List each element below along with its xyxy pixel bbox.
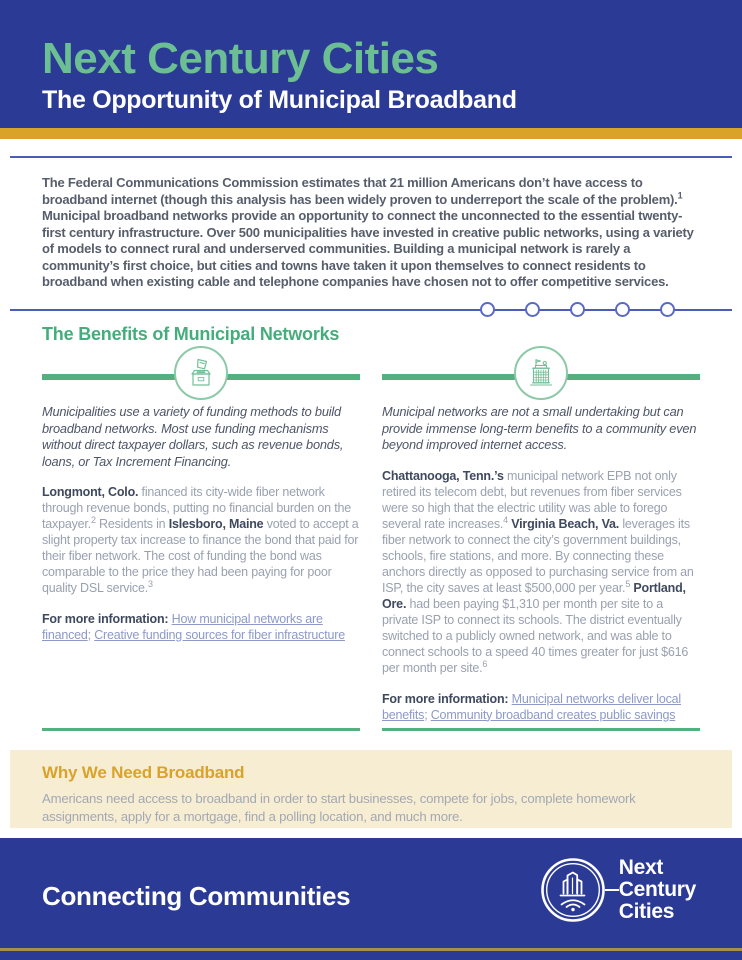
right-column-divider bbox=[382, 346, 700, 402]
why-broadband-heading: Why We Need Broadband bbox=[42, 763, 245, 782]
inline-link[interactable]: How municipal networks are financed bbox=[42, 612, 323, 642]
left-column-endline bbox=[42, 728, 360, 731]
left-more-info: For more information: How municipal networks are financed; Creative funding sources for fiber infrastructure bbox=[42, 612, 345, 642]
header bbox=[0, 0, 742, 128]
logo-word: Cities bbox=[618, 900, 675, 923]
left-lead-text: Municipalities use a variety of funding methods to build broadband networks. Most use funding mechanisms without direct taxpayer dollars, such as revenue bonds, loans, or Tax Increment Financing. bbox=[42, 404, 344, 469]
page-title: Next Century Cities bbox=[42, 34, 439, 83]
right-column bbox=[382, 346, 700, 723]
logo-word: Next bbox=[618, 856, 664, 879]
top-divider-rule bbox=[10, 156, 732, 158]
right-more-info: For more information: Municipal networks deliver local benefits; Community broadband creates public savings bbox=[382, 691, 682, 722]
left-column bbox=[42, 346, 360, 643]
right-lead-text: Municipal networks are not a small undertaking but can provide immense long-term benefits to a community even beyond improved internet access. bbox=[382, 404, 697, 452]
right-column-endline bbox=[382, 728, 700, 731]
right-body-text: Chattanooga, Tenn.’s municipal network EPB not only retired its telecom debt, but revenues from fiber services were so high that the electric utility was able to forego several rate increases.$^4$ Virginia Beach, Va. leverages its fiber network to connect the city’s government buildings, schools, fire stations, and more. By connecting these anchors directly as opposed to purchasing service from an ISP, the city saves at least $500,000 per year.$^5$ Portland, Ore. had been paying $1,310 per month per site to a private ISP to connect its schools. The district eventually switched to a publicly owned network, and was able to connect schools to a speed 40 times greater for just $616 per month per site.$^6$ bbox=[382, 468, 694, 675]
left-column-divider bbox=[42, 346, 360, 402]
logo-emblem-icon bbox=[539, 856, 607, 924]
divider-dot-icon bbox=[660, 302, 675, 317]
intro-paragraph: The Federal Communications Commission estimates that 21 million Americans don’t have access to broadband internet (though this analysis has been widely proven to underreport the scale of the problem).$^1$ Municipal broadband networks provide an opportunity to connect the unconnected to the essential twenty-first century infrastructure. Over 500 municipalities have invested in creative public networks, using a variety of models to connect rural and underserved communities. Building a municipal network is rarely a community’s first choice, but cities and towns have taken it upon themselves to connect residents to broadband when existing cable and telephone companies have chosen not to offer competitive services. bbox=[42, 175, 694, 289]
divider-dot-icon bbox=[525, 302, 540, 317]
left-body-text: Longmont, Colo. financed its city-wide fiber network through revenue bonds, putting no financial burden on the taxpayer.$^2$ Residents in Islesboro, Maine voted to accept a slight property tax increase to finance the bond that paid for their fiber network. The cost of funding the bond was comparable to the price they had been paying for poor quality DSL service.$^3$ bbox=[42, 485, 359, 595]
why-broadband-band bbox=[10, 750, 732, 828]
divider-dot-icon bbox=[570, 302, 585, 317]
logo-connector-line bbox=[605, 889, 619, 892]
divider-dot-icon bbox=[615, 302, 630, 317]
inline-link[interactable]: Creative funding sources for fiber infrastructure bbox=[94, 628, 345, 642]
logo-wordmark bbox=[619, 857, 696, 923]
gold-accent-stripe bbox=[0, 128, 742, 139]
inline-link[interactable]: Community broadband creates public savings bbox=[430, 707, 676, 722]
divider-with-circles bbox=[10, 301, 732, 319]
footer bbox=[0, 838, 742, 960]
ballot-box-icon bbox=[174, 346, 228, 400]
benefits-heading: The Benefits of Municipal Networks bbox=[42, 324, 340, 344]
next-century-cities-logo bbox=[539, 856, 696, 924]
footer-tagline: Connecting Communities bbox=[42, 881, 351, 912]
logo-word: Century bbox=[618, 878, 696, 901]
inline-link[interactable]: Municipal networks deliver local benefits bbox=[382, 691, 682, 722]
why-broadband-text: Americans need access to broadband in order to start businesses, compete for jobs, complete homework assignments, apply for a mortgage, find a polling location, and much more. bbox=[42, 791, 636, 824]
civic-building-icon bbox=[514, 346, 568, 400]
footer-gold-line bbox=[0, 948, 742, 951]
page-subtitle: The Opportunity of Municipal Broadband bbox=[42, 86, 517, 114]
divider-dot-icon bbox=[480, 302, 495, 317]
